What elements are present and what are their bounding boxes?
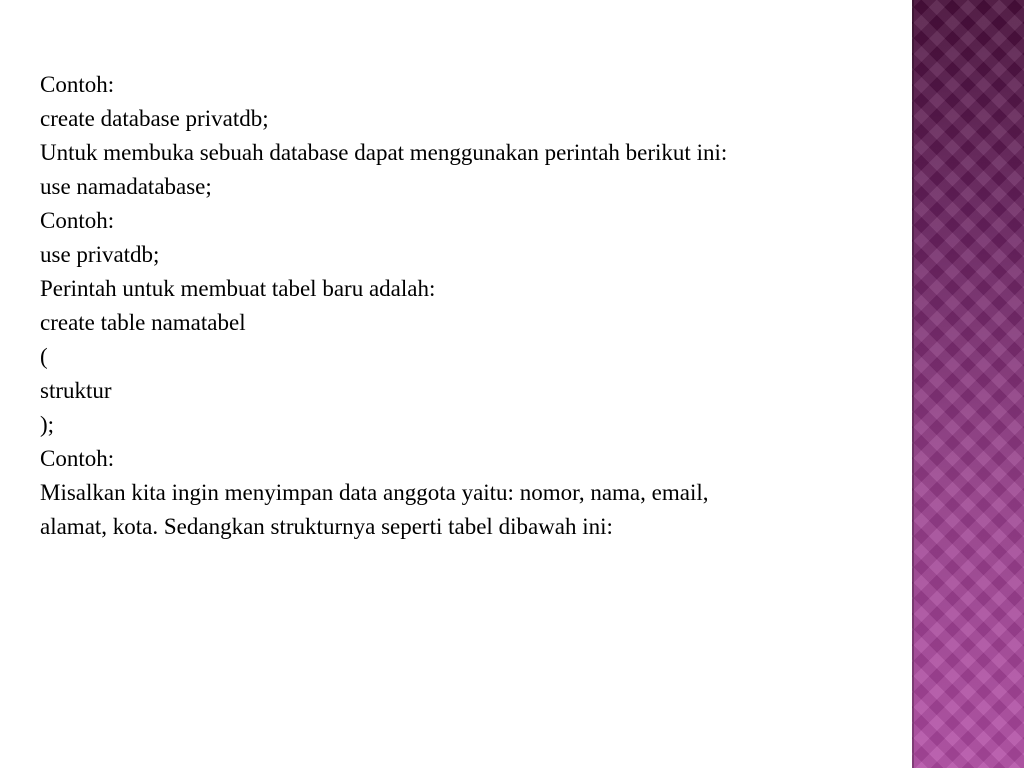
text-line-struktur: struktur xyxy=(40,378,112,403)
side-band-edge-divider xyxy=(912,0,914,768)
text-line-alamat-kota: alamat, kota. Sedangkan strukturnya seperti tabel dibawah ini: xyxy=(40,514,613,539)
text-line-open-paren: ( xyxy=(40,344,48,369)
text-line-use-namadatabase: use namadatabase; xyxy=(40,174,212,199)
text-line-create-database: create database privatdb; xyxy=(40,106,269,131)
slide-body-text xyxy=(40,68,900,544)
text-line-open-database: Untuk membuka sebuah database dapat menggunakan perintah berikut ini: xyxy=(40,140,728,165)
text-line-use-privatdb: use privatdb; xyxy=(40,242,160,267)
text-line-contoh-2: Contoh: xyxy=(40,208,115,233)
text-line-create-table-intro: Perintah untuk membuat tabel baru adalah: xyxy=(40,276,436,301)
text-line-close-paren: ); xyxy=(40,412,55,437)
text-line-contoh-3: Contoh: xyxy=(40,446,115,471)
text-line-misalkan: Misalkan kita ingin menyimpan data anggota yaitu: nomor, nama, email, xyxy=(40,480,709,505)
decorative-side-band xyxy=(912,0,1024,768)
text-line-contoh-1: Contoh: xyxy=(40,72,115,97)
text-line-create-table: create table namatabel xyxy=(40,310,246,335)
